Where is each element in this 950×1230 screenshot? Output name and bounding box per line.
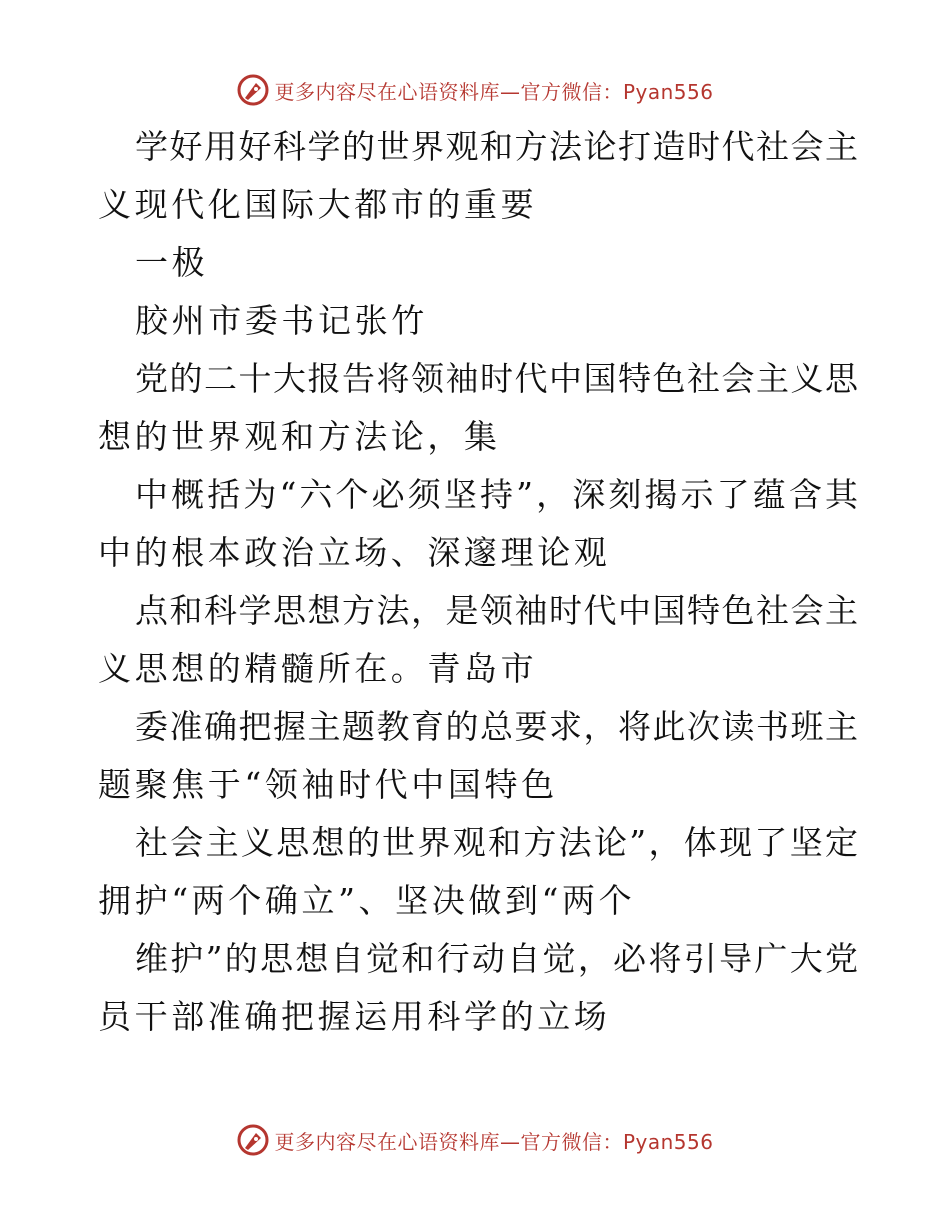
banner-text: 更多内容尽在心语资料库 [274,79,500,104]
text-line: 社会主义思想的世界观和方法论”，体现了坚定 [135,823,858,862]
text-line: 点和科学思想方法，是领袖时代中国特色社会主 [135,591,858,630]
banner-text: 更多内容尽在心语资料库 [274,1129,500,1154]
text-line: 中的根本政治立场、深邃理论观 [98,533,611,572]
text-line: 拥护“两个确立”、坚决做到“两个 [98,881,636,920]
author-line: 胶州市委书记张竹 [135,301,428,340]
text-line: 党的二十大报告将领袖时代中国特色社会主义思 [135,359,858,398]
document-body [98,118,858,1046]
pen-nib-circle-icon [236,73,270,107]
banner-wechat: —官方微信：Pyan556 [499,79,714,104]
text-line: 委准确把握主题教育的总要求，将此次读书班主 [135,707,858,746]
text-line: 中概括为“六个必须坚持”，深刻揭示了蕴含其 [135,475,858,514]
text-line: 维护”的思想自觉和行动自觉，必将引导广大党 [135,939,858,978]
header-banner [0,70,950,110]
text-line: 想的世界观和方法论，集 [98,417,501,456]
footer-banner [0,1120,950,1160]
text-line: 员干部准确把握运用科学的立场 [98,997,611,1036]
text-line: 题聚焦于“领袖时代中国特色 [98,765,558,804]
text-line: 学好用好科学的世界观和方法论打造时代社会主 [135,127,858,166]
text-line: 义思想的精髓所在。青岛市 [98,649,538,688]
text-line: 一极 [135,243,209,282]
pen-nib-circle-icon [236,1123,270,1157]
banner-wechat: —官方微信：Pyan556 [499,1129,714,1154]
text-line: 义现代化国际大都市的重要 [98,185,538,224]
